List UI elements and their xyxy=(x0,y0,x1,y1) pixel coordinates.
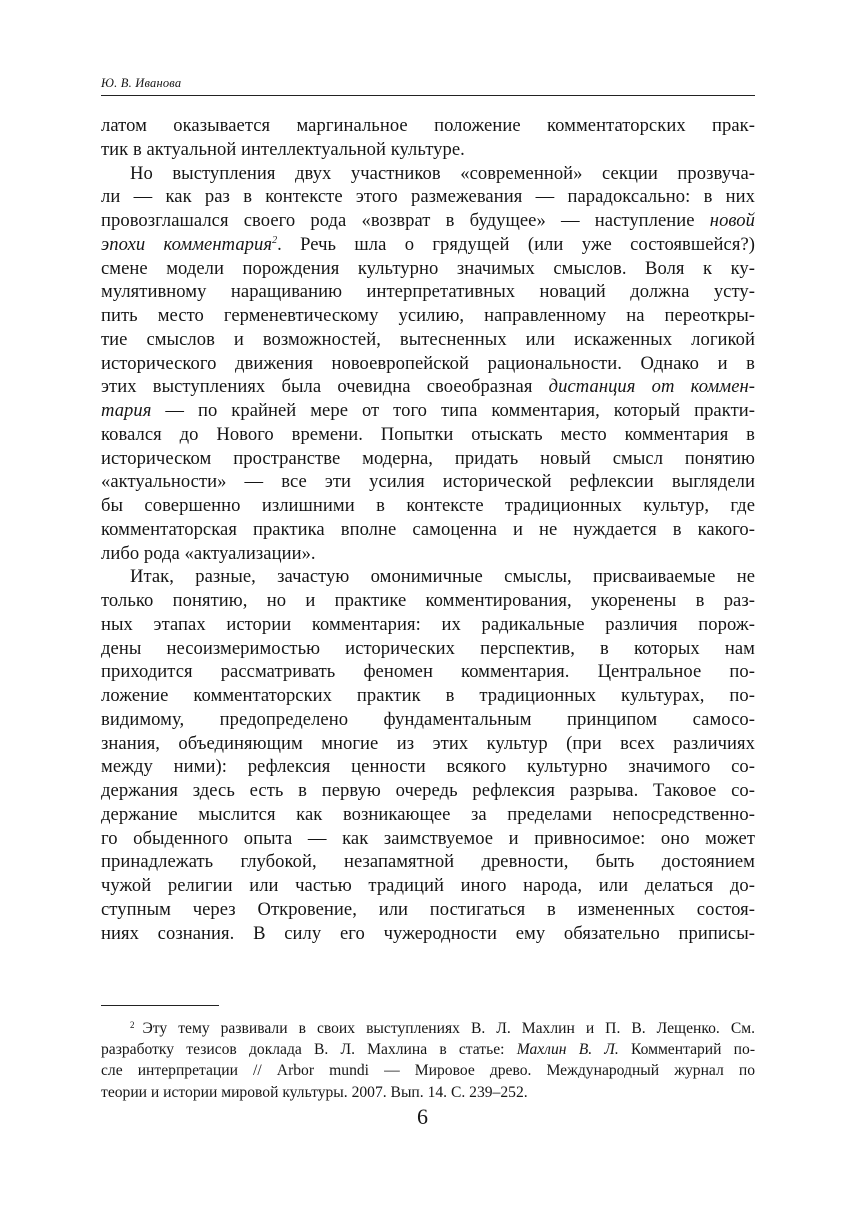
footnote-line xyxy=(101,1039,755,1060)
text-segment: разработку тезисов доклада В. Л. Махлина в статье: xyxy=(101,1041,505,1059)
text-line: между ними): рефлексия ценности всякого культурно значимого со- xyxy=(101,756,755,778)
text-line: либо рода «актуализации». xyxy=(101,542,316,564)
emphasis-new-epoch: новой xyxy=(709,210,755,231)
footnote-rule xyxy=(101,1005,219,1006)
footnote-number: 2 xyxy=(130,1020,135,1030)
text-line xyxy=(101,399,755,423)
text-segment: провозглашался своего рода «возврат в будущее» — наступление xyxy=(101,210,695,231)
text-line xyxy=(101,375,755,399)
text-line: мулятивному наращиванию интерпретативных новаций должна усту- xyxy=(101,281,755,303)
text-line: дены несоизмеримостью исторических перспектив, в которых нам xyxy=(101,637,755,659)
text-line: видимому, предопределено фундаментальным принципом самосо- xyxy=(101,708,755,730)
emphasis-epoch-of-commentary: эпохи комментария xyxy=(101,233,273,255)
text-line: латом оказывается маргинальное положение комментаторских прак- xyxy=(101,115,755,136)
text-line: держания здесь есть в первую очередь рефлексия разрыва. Таковое со- xyxy=(101,780,755,801)
text-line: ложение комментаторских практик в традиционных культурах, по- xyxy=(101,685,755,706)
text-line: «актуальности» — все эти усилия исторической рефлексии выглядели xyxy=(101,471,755,493)
text-line: тик в актуальной интеллектуальной культуре. xyxy=(101,138,465,160)
text-line: принадлежать глубокой, незапамятной древности, быть достоянием xyxy=(101,851,755,873)
text-line: го обыденного опыта — как заимствуемое и привносимое: оно может xyxy=(101,827,755,849)
text-line: только понятию, но и практике комментирования, укоренены в раз- xyxy=(101,590,755,611)
text-line: ковался до Нового времени. Попытки отыскать место комментария в xyxy=(101,423,755,445)
text-line: смене модели порождения культурно значимых смыслов. Воля к ку- xyxy=(101,257,755,279)
footnote xyxy=(101,1018,755,1103)
text-segment: . Речь шла о грядущей (или уже состоявшейся?) xyxy=(277,233,755,255)
text-line: ниях сознания. В силу его чужеродности ему обязательно приписы- xyxy=(101,922,755,944)
text-line: ли — как раз в контексте этого размежевания — парадоксально: в них xyxy=(101,186,755,208)
text-segment: — по крайней мере от того типа комментария, который практи- xyxy=(151,400,755,421)
text-line: Но выступления двух участников «современной» секции прозвуча- xyxy=(130,162,755,184)
header-rule xyxy=(101,95,755,96)
text-segment: этих выступлениях была очевидна своеобразная xyxy=(101,376,533,398)
text-line: ных этапах истории комментария: их радикальные различия порож- xyxy=(101,613,755,635)
text-line: исторического движения новоевропейской рациональности. Однако и в xyxy=(101,352,755,374)
footnote-line: сле интерпретации // Arbor mundi — Мировое древо. Международный журнал по xyxy=(101,1062,755,1080)
footnote-line xyxy=(101,1018,755,1039)
text-line: тие смыслов и возможностей, вытесненных или искаженных логикой xyxy=(101,328,755,350)
text-line: приходится рассматривать феномен комментария. Центральное по- xyxy=(101,661,755,683)
text-segment: Эту тему развивали в своих выступлениях В. Л. Махлин и П. В. Лещенко. См. xyxy=(142,1020,755,1037)
text-line: чужой религии или частью традиций иного народа, или делаться до- xyxy=(101,875,755,896)
main-text xyxy=(101,114,755,945)
text-line: комментаторская практика вполне самоценна и не нуждается в какого- xyxy=(101,518,755,540)
text-line: Итак, разные, зачастую омонимичные смыслы, присваиваемые не xyxy=(130,566,755,588)
running-head-author: Ю. В. Иванова xyxy=(101,76,182,90)
emphasis-distance-from-commentary-cont: тария xyxy=(101,400,152,421)
text-line xyxy=(101,209,755,233)
text-line: пить место герменевтическому усилию, направленному на переоткры- xyxy=(101,305,755,326)
emphasis-distance-from-commentary: дистанция от коммен- xyxy=(548,376,756,398)
text-line: знания, объединяющим многие из этих культур (при всех различиях xyxy=(101,732,755,754)
text-line: ступным через Откровение, или постигаться в измененных состоя- xyxy=(101,898,755,920)
footnote-reference: 2 xyxy=(272,234,278,246)
text-line: историческом пространстве модерна, придать новый смысл понятию xyxy=(101,447,755,469)
page-number: 6 xyxy=(417,1104,428,1129)
text-line: держание мыслится как возникающее за пределами непосредственно- xyxy=(101,803,755,825)
text-line xyxy=(101,233,755,257)
citation-author: Махлин В. Л. xyxy=(516,1041,619,1059)
text-line: бы совершенно излишними в контексте традиционных культур, где xyxy=(101,495,755,516)
footnote-line: теории и истории мировой культуры. 2007. Вып. 14. С. 239–252. xyxy=(101,1083,528,1101)
text-segment: Комментарий по- xyxy=(618,1041,756,1059)
